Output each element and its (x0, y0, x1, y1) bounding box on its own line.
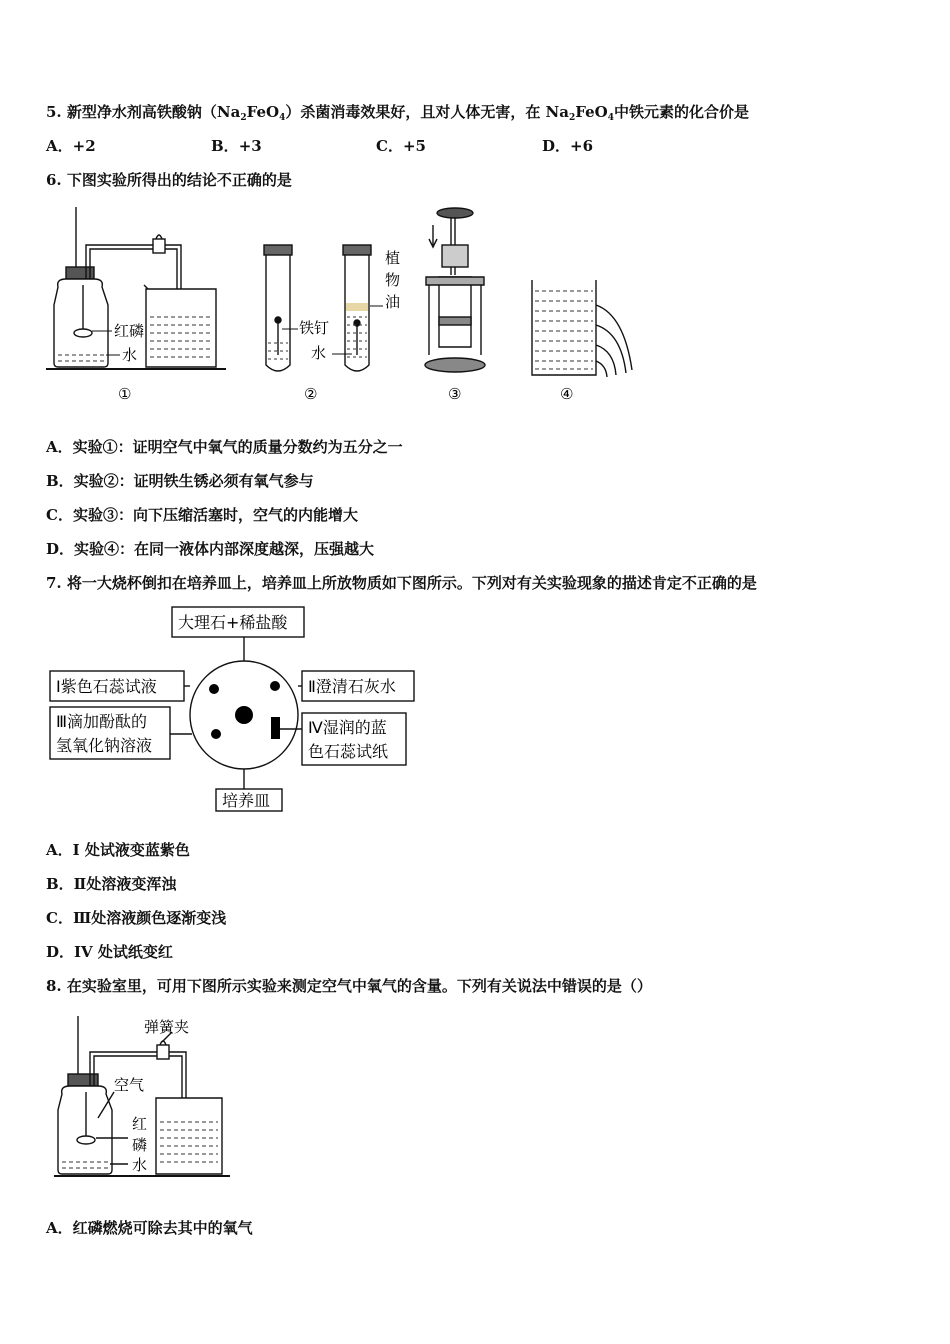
q8-label-air: 空气 (114, 1076, 145, 1094)
q5-text-a: 新型净水剂高铁酸钠（Na (66, 103, 241, 121)
q5-sub-2b: 2 (568, 113, 576, 123)
q6-label-shui1: 水 (122, 346, 138, 364)
q6-apparatus-4 (532, 280, 632, 377)
q7-center-dot (235, 706, 253, 724)
q8-option-a: A．红磷燃烧可除去其中的氧气 (46, 1219, 253, 1237)
q7-dot-3 (211, 729, 221, 739)
q7-label-right1: Ⅱ澄清石灰水 (308, 677, 396, 696)
q5-sub-2a: 2 (240, 113, 247, 123)
q7-label-right2a: Ⅳ湿润的蓝 (308, 718, 387, 737)
q6-option-d: D．实验④：在同一液体内部深度越深，压强越大 (46, 540, 375, 558)
q5-number: 5. (46, 103, 62, 121)
q6-option-b: B．实验②：证明铁生锈必须有氧气参与 (46, 472, 314, 490)
q6-label-wu: 物 (385, 271, 401, 289)
q7-label-left2b: 氢氧化钠溶液 (56, 736, 153, 755)
q5-stem (46, 102, 749, 128)
q6-option-a: A．实验①：证明空气中氧气的质量分数约为五分之一 (46, 438, 403, 456)
q7-label-top: 大理石+稀盐酸 (178, 613, 288, 632)
q6-num-3: ③ (448, 385, 462, 403)
q5-option-b: B．+3 (211, 137, 262, 155)
q8-stem: 8. 在实验室里，可用下图所示实验来测定空气中氧气的含量。下列有关说法中错误的是（） (46, 977, 652, 995)
q8-figure (52, 1012, 252, 1182)
q6-label-tieding: 铁钉 (299, 319, 330, 337)
q6-num-1: ① (118, 385, 132, 403)
q5-text-b: FeO (246, 103, 280, 121)
q7-dot-2 (270, 681, 280, 691)
q5-sub-4a: 4 (279, 113, 286, 123)
q7-paper-strip (271, 717, 280, 739)
q8-label-red: 红 (132, 1115, 148, 1133)
q5-text-e: 中铁元素的化合价是 (613, 103, 749, 121)
q5-option-d: D．+6 (542, 137, 594, 155)
q8-label-clip: 弹簧夹 (144, 1018, 190, 1036)
q7-label-left1: Ⅰ紫色石蕊试液 (56, 677, 157, 696)
q5-option-a: A．+2 (46, 137, 96, 155)
q5-option-c: C．+5 (376, 137, 426, 155)
q7-figure (46, 603, 426, 815)
q7-option-a: A．I 处试液变蓝紫色 (46, 841, 190, 859)
q6-option-c: C．实验③：向下压缩活塞时，空气的内能增大 (46, 506, 358, 524)
q7-label-bottom: 培养皿 (222, 791, 271, 810)
q6-num-2: ② (304, 385, 318, 403)
q8-label-phos: 磷 (132, 1136, 148, 1154)
q5-text-d: FeO (575, 103, 608, 121)
q6-apparatus-1 (46, 207, 226, 369)
q6-label-hongling: 红磷 (114, 322, 145, 340)
q6-label-zhi: 植 (385, 249, 401, 267)
q6-apparatus-3 (425, 208, 485, 372)
q7-stem: 7. 将一大烧杯倒扣在培养皿上，培养皿上所放物质如下图所示。下列对有关实验现象的描述肯定不正确的是 (46, 574, 757, 592)
q6-figure (46, 205, 666, 405)
q7-label-left2a: Ⅲ滴加酚酞的 (56, 712, 148, 731)
q5-text-c: ）杀菌消毒效果好，且对人体无害，在 Na (285, 103, 569, 121)
q7-option-c: C．Ⅲ处溶液颜色逐渐变浅 (46, 909, 227, 927)
q7-option-b: B．Ⅱ处溶液变浑浊 (46, 875, 177, 893)
q6-num-4: ④ (560, 385, 574, 403)
q5-sub-4b: 4 (607, 113, 614, 123)
q8-label-water: 水 (132, 1156, 148, 1174)
q7-label-right2b: 色石蕊试纸 (308, 742, 389, 761)
q7-option-d: D．IV 处试纸变红 (46, 943, 173, 961)
q6-label-you: 油 (385, 293, 401, 311)
q7-dot-1 (209, 684, 219, 694)
q6-water-lines-4 (535, 291, 593, 369)
q6-stem: 6. 下图实验所得出的结论不正确的是 (46, 171, 292, 189)
q6-label-shui2: 水 (311, 344, 327, 362)
